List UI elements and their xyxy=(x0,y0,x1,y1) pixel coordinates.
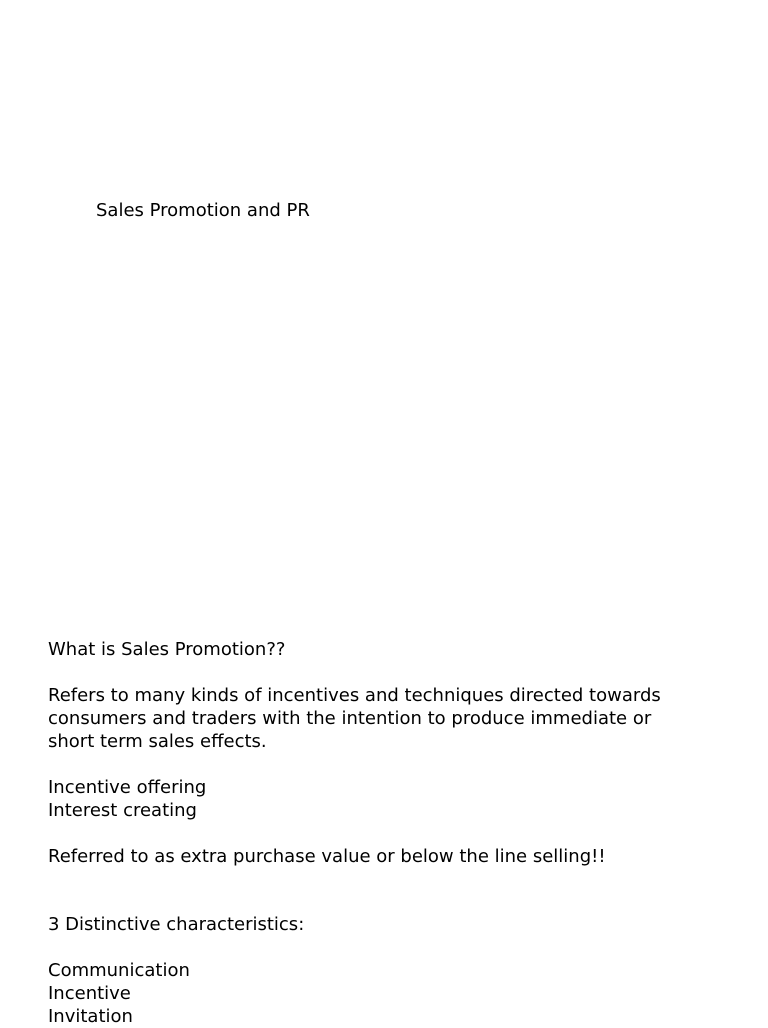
spacer xyxy=(48,936,728,959)
characteristics-heading: 3 Distinctive characteristics: xyxy=(48,914,305,935)
page-title: Sales Promotion and PR xyxy=(96,200,310,221)
characteristic-item: Incentive xyxy=(48,983,131,1004)
characteristic-item: Invitation xyxy=(48,1006,133,1027)
spacer xyxy=(48,753,728,776)
spacer xyxy=(48,822,728,845)
characteristic-item: Communication xyxy=(48,960,190,981)
point-item: Incentive offering xyxy=(48,777,207,798)
question-heading: What is Sales Promotion?? xyxy=(48,639,286,660)
spacer xyxy=(48,868,728,913)
definition-line-3: short term sales effects. xyxy=(48,731,267,752)
definition-line-2: consumers and traders with the intention to produce immediate or xyxy=(48,708,652,729)
definition-line-1: Refers to many kinds of incentives and techniques directed towards xyxy=(48,685,661,706)
spacer xyxy=(48,661,728,684)
point-item: Interest creating xyxy=(48,800,197,821)
document-body xyxy=(48,638,728,1028)
referred-line: Referred to as extra purchase value or below the line selling!! xyxy=(48,846,606,867)
